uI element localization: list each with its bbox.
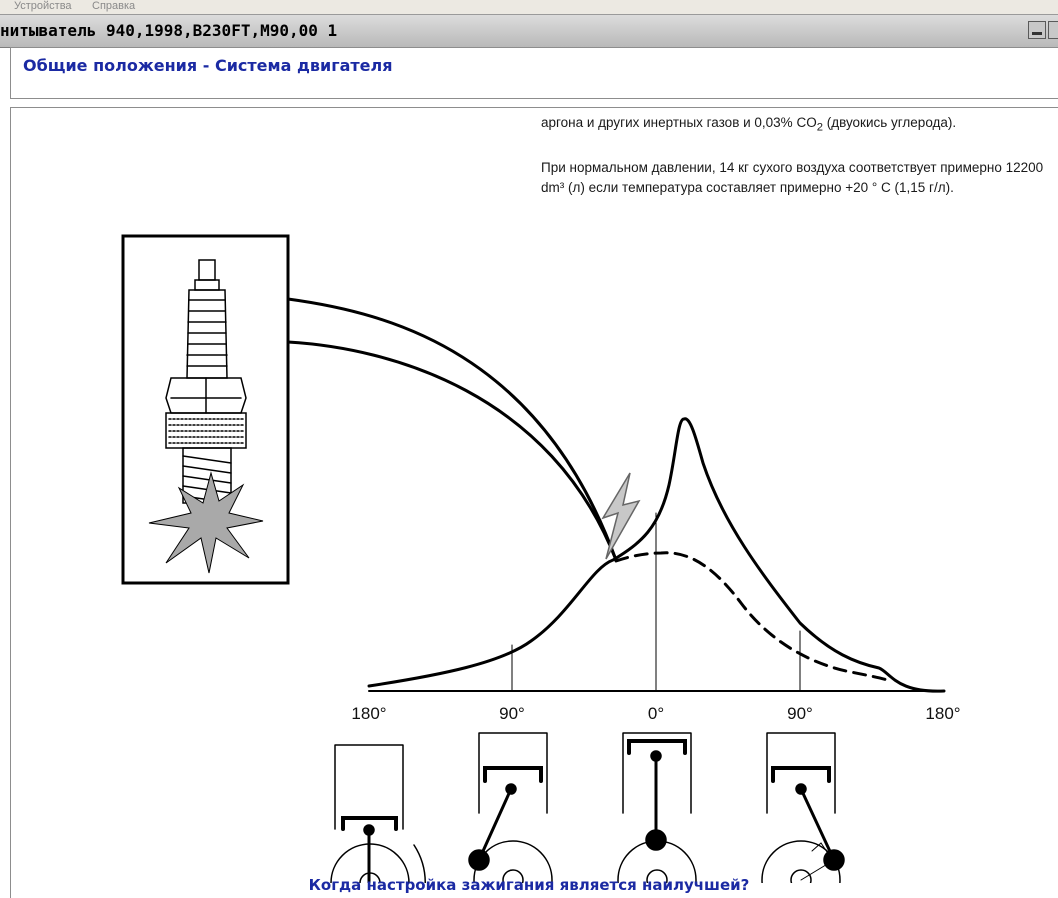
axis-label-90-right: 90° xyxy=(787,704,813,723)
axis-label-180-right: 180° xyxy=(925,704,961,723)
axis-label-90-left: 90° xyxy=(499,704,525,723)
piston-position-90-before xyxy=(469,733,552,883)
axis-label-180-left: 180° xyxy=(351,704,387,723)
piston-position-90-after xyxy=(762,733,844,883)
description-text xyxy=(541,113,1058,218)
minimize-icon xyxy=(1032,32,1042,35)
maximize-button[interactable] xyxy=(1048,21,1058,39)
section-title: Общие положения - Система двигателя xyxy=(23,56,393,75)
paragraph-composition-suffix: (двуокись углерода). xyxy=(822,115,957,130)
content-panel xyxy=(10,107,1058,898)
section-header-panel xyxy=(10,47,1058,99)
pressure-curve-motoring xyxy=(616,553,891,681)
spark-burst-icon xyxy=(149,473,263,573)
piston-position-0-tdc xyxy=(618,733,696,883)
axis-label-0: 0° xyxy=(647,704,665,723)
paragraph-composition xyxy=(541,113,1058,138)
window-title: нитыватель 940,1998,B230FT,M90,00 1 xyxy=(0,21,338,40)
callout-line-lower xyxy=(288,342,616,560)
piston-position-180-bdc xyxy=(331,745,425,883)
menu-item-help[interactable]: Справка xyxy=(92,0,136,12)
paragraph-air-volume: При нормальном давлении, 14 кг сухого воздуха соответствует примерно 12200 dm³ (л) если температура составляет примерно +20 ° C (1,15 г/л). xyxy=(541,159,1044,195)
ignition-timing-diagram xyxy=(111,223,991,883)
figure-caption-link[interactable]: Когда настройка зажигания является наилучшей? xyxy=(308,876,750,894)
minimize-button[interactable] xyxy=(1028,21,1046,39)
paragraph-composition-text: аргона и других инертных газов и 0,03% CO xyxy=(541,115,817,130)
menu-item-devices[interactable]: Устройства xyxy=(14,0,72,12)
callout-line-upper xyxy=(288,299,616,560)
window-titlebar xyxy=(0,14,1058,48)
spark-plug-icon xyxy=(166,260,246,519)
co2-subscript: 2 xyxy=(816,121,823,134)
menu-bar xyxy=(0,0,1058,14)
